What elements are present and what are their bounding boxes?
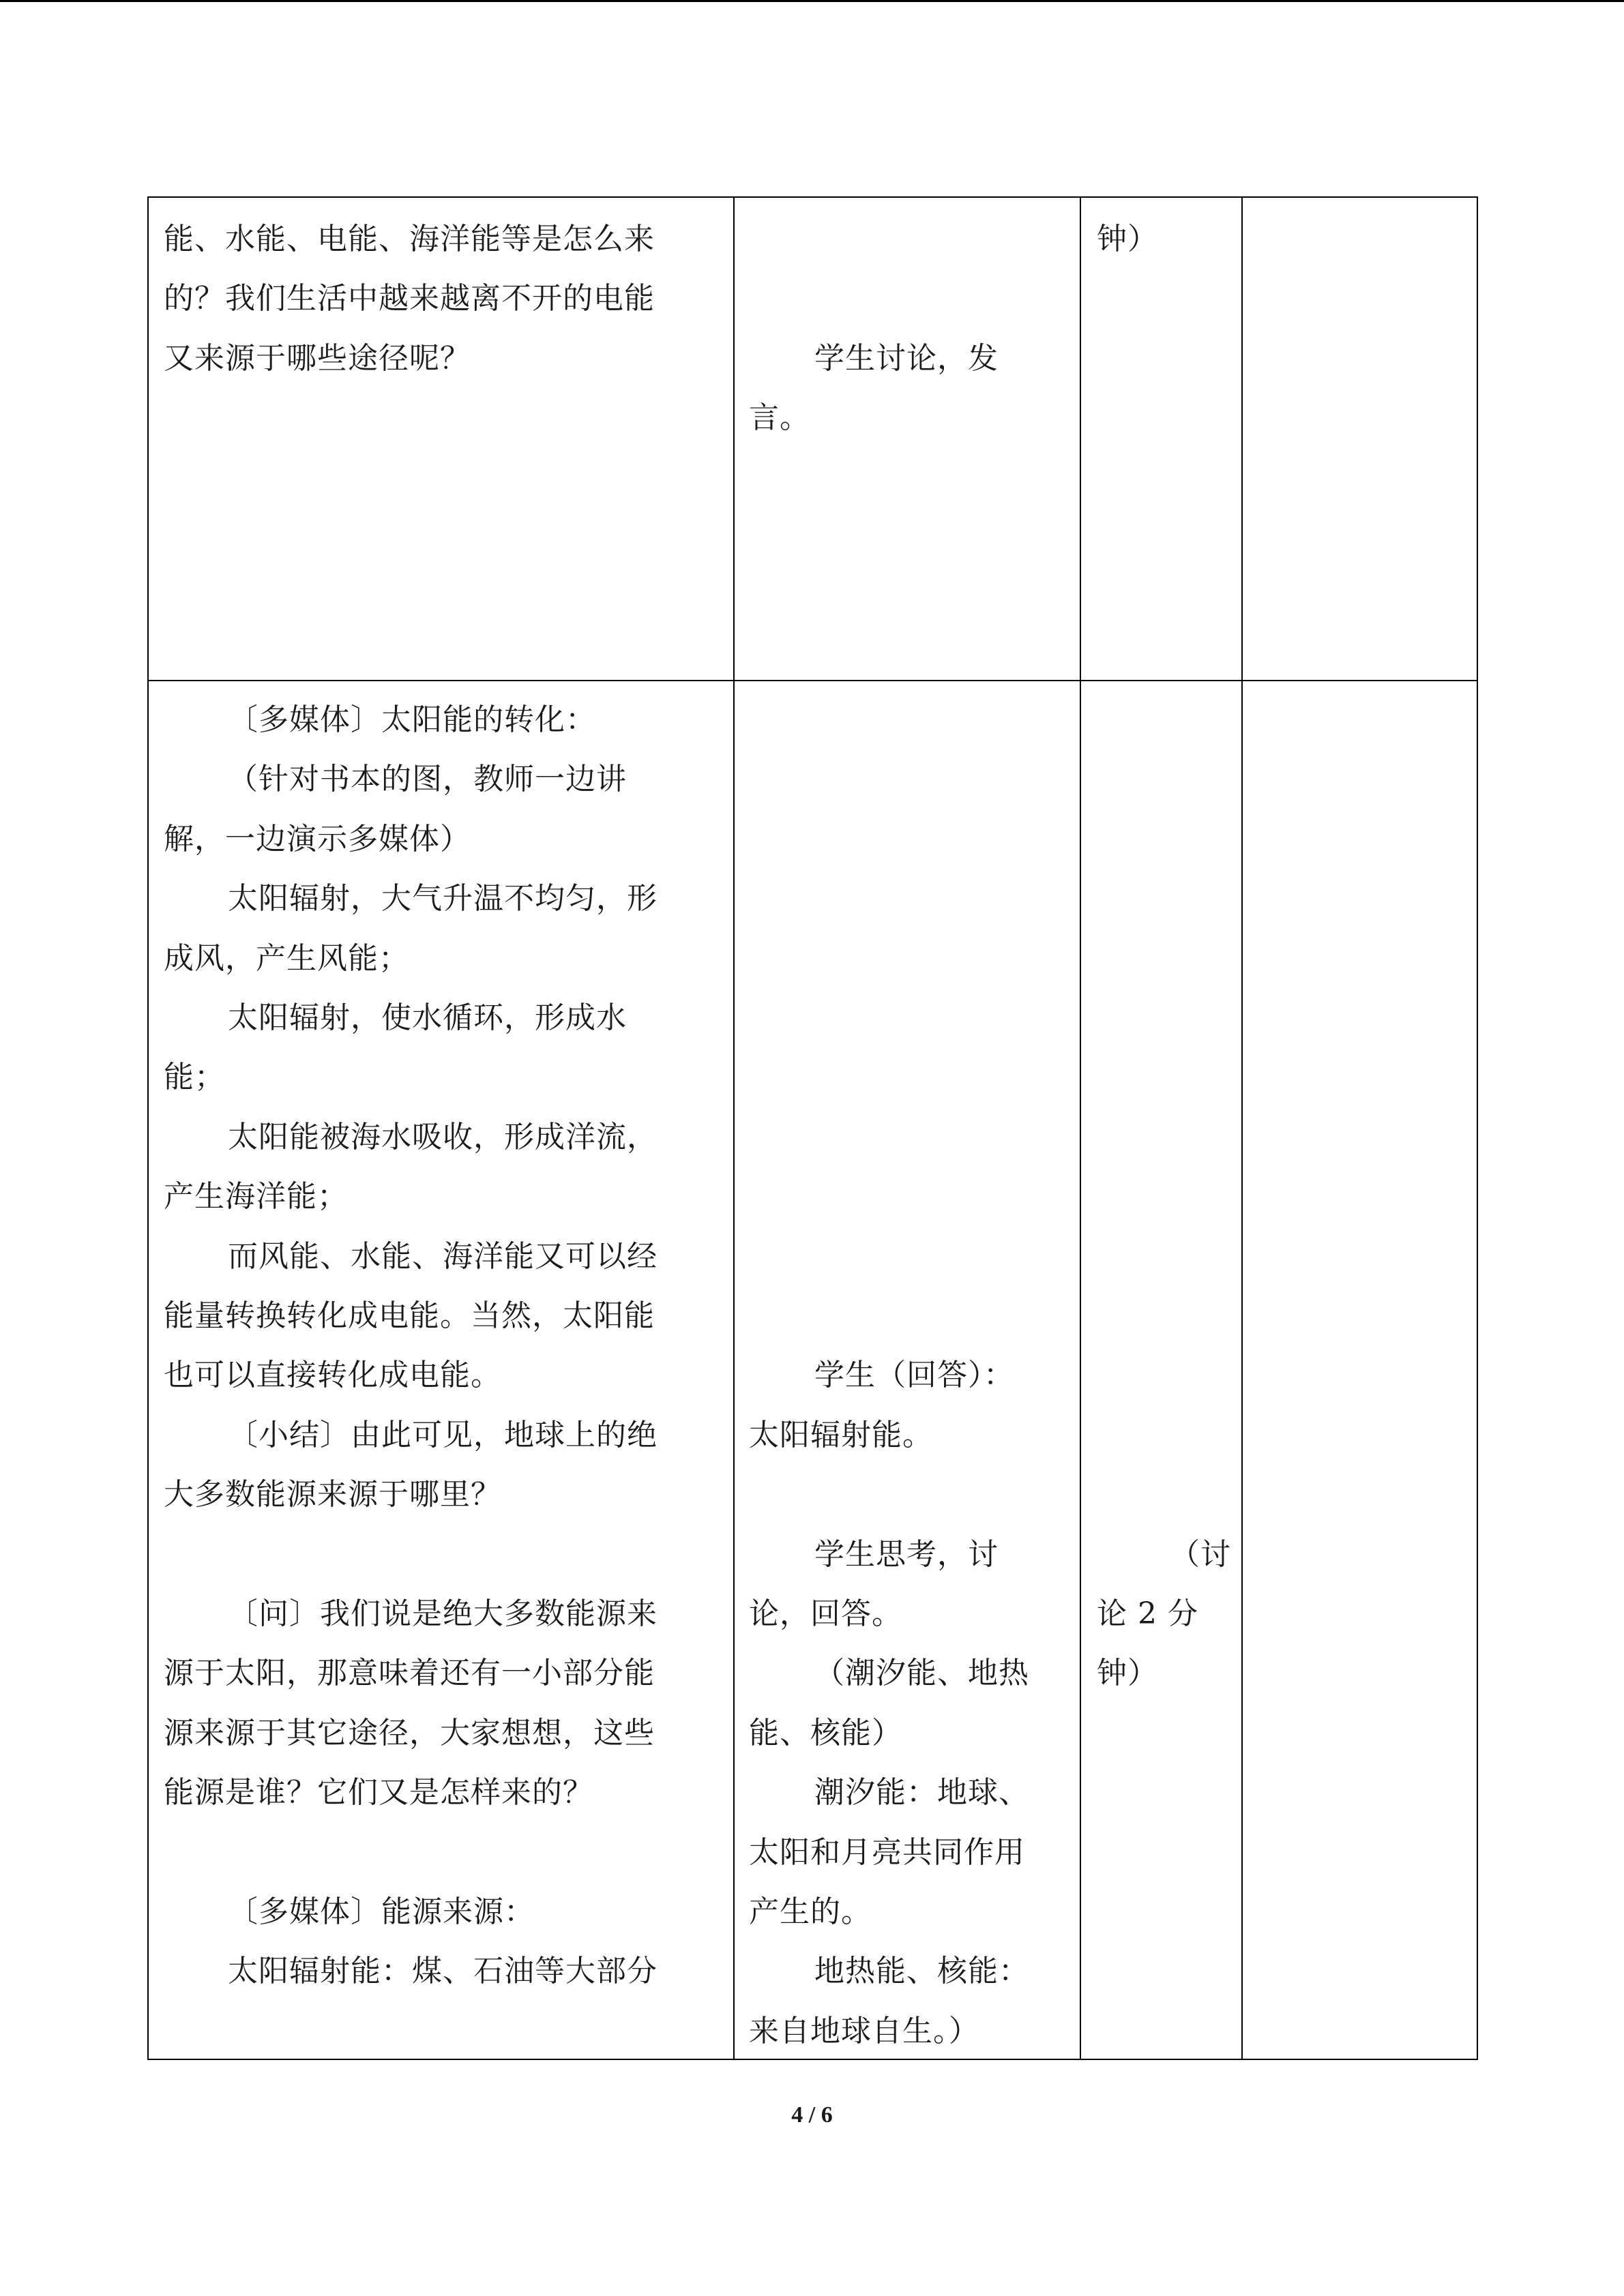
table-text-line: 能量转换转化成电能。当然，太阳能: [164, 1298, 655, 1333]
table-text-line: 解，一边演示多媒体）: [164, 822, 471, 856]
table-text-line: 钟）: [1097, 1656, 1158, 1690]
table-text-line: 能；: [164, 1060, 225, 1094]
table-text-line: 而风能、水能、海洋能又可以经: [228, 1239, 658, 1274]
page-number: 4 / 6: [791, 2102, 833, 2128]
table-text-line: 成风，产生风能；: [164, 941, 409, 976]
table-text-line: （讨: [1170, 1537, 1231, 1572]
table-text-line: 钟）: [1097, 222, 1158, 256]
table-text-line: 源于太阳，那意味着还有一小部分能: [164, 1656, 655, 1690]
table-text-line: 来自地球自生。）: [749, 2014, 979, 2048]
table-text-line: 言。: [749, 400, 810, 435]
table-text-line: 太阳辐射，使水循环，形成水: [228, 1000, 627, 1035]
table-text-line: 能源是谁？它们又是怎样来的？: [164, 1775, 593, 1810]
table-text-line: 〔问〕我们说是绝大多数能源来: [228, 1596, 658, 1631]
table-text-line: 太阳辐射能。: [749, 1418, 933, 1452]
table-cell-row2-col4: [1241, 679, 1478, 2060]
table-text-line: 论，回答。: [749, 1596, 902, 1631]
table-text-line: 〔小结〕由此可见，地球上的绝: [228, 1418, 658, 1452]
table-text-line: 潮汐能：地球、: [814, 1775, 1029, 1810]
table-text-line: 能、水能、电能、海洋能等是怎么来: [164, 222, 655, 256]
table-text-line: 大多数能源来源于哪里？: [164, 1477, 501, 1512]
table-cell-row1-col4: [1241, 196, 1478, 681]
table-text-line: 也可以直接转化成电能。: [164, 1358, 501, 1392]
table-text-line: 能、核能）: [749, 1716, 902, 1750]
table-text-line: 太阳和月亮共同作用: [749, 1835, 1025, 1870]
table-text-line: 又来源于哪些途径呢？: [164, 341, 471, 376]
table-text-line: 论 2 分: [1097, 1596, 1198, 1631]
table-text-line: 产生的。: [749, 1894, 872, 1929]
table-text-line: 学生讨论，发: [814, 341, 999, 376]
table-text-line: 产生海洋能；: [164, 1179, 348, 1214]
table-text-line: 太阳辐射，大气升温不均匀，形: [228, 881, 658, 916]
table-cell-row1-col3: [1080, 196, 1243, 681]
page-top-border: [0, 0, 1624, 2]
table-text-line: 学生思考，讨: [814, 1537, 999, 1572]
table-text-line: 太阳辐射能：煤、石油等大部分: [228, 1954, 658, 1988]
table-text-line: （潮汐能、地热: [814, 1656, 1029, 1690]
table-text-line: 地热能、核能：: [814, 1954, 1029, 1988]
table-text-line: 太阳能被海水吸收，形成洋流，: [228, 1120, 658, 1154]
table-text-line: 〔多媒体〕能源来源：: [228, 1894, 535, 1929]
table-text-line: 的？我们生活中越来越离不开的电能: [164, 281, 655, 316]
table-text-line: （针对书本的图，教师一边讲: [228, 762, 627, 796]
table-text-line: 学生（回答）：: [814, 1358, 1014, 1392]
table-cell-row1-col2: [733, 196, 1081, 681]
table-cell-row1-col1: [147, 196, 735, 681]
table-text-line: 〔多媒体〕太阳能的转化：: [228, 702, 596, 737]
table-cell-row2-col3: [1080, 679, 1243, 2060]
table-text-line: 源来源于其它途径，大家想想，这些: [164, 1716, 655, 1750]
